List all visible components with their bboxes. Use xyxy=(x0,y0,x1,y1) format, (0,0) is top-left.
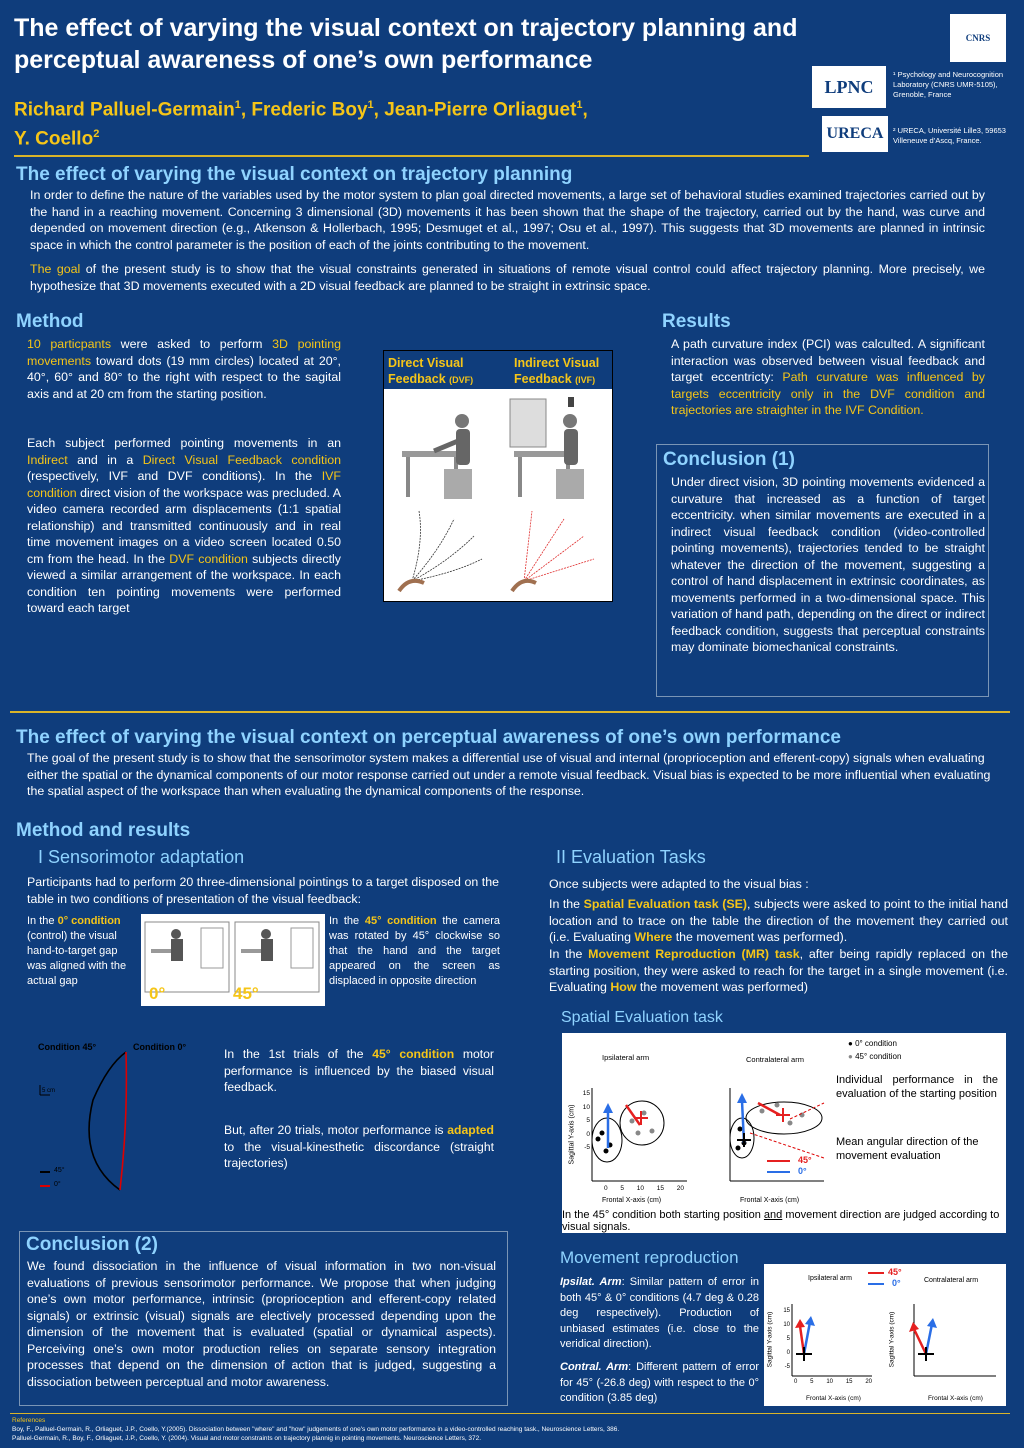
mr-xlabel: Frontal X-axis (cm) xyxy=(806,1395,861,1402)
mr-panel-contra-title: Contralateral arm xyxy=(924,1277,979,1284)
se-ylabel: Sagittal Y-axis (cm) xyxy=(568,1104,576,1165)
se-heading: Spatial Evaluation task xyxy=(561,1009,723,1026)
mr-ylabel-2: Sagittal Y-axis (cm) xyxy=(888,1311,896,1368)
ivf-label: Indirect Visual Feedback (IVF) xyxy=(514,356,600,386)
method-paragraph-1: 10 particpants were asked to perform 3D pointing movements toward dots (19 mm circles) located at 20°, 40°, 60° and 80° to the right with respect to the sagital axis and at 20 cm from the starting position. xyxy=(27,337,341,401)
traj-legend-0: 0° xyxy=(54,1181,61,1188)
adaptation-heading: I Sensorimotor adaptation xyxy=(38,847,245,867)
fig-0-label: 0° xyxy=(149,984,166,1003)
se-legend-0: 0° xyxy=(798,1166,807,1176)
setup-drawing xyxy=(384,351,612,601)
conclusion-1-heading: Conclusion (1) xyxy=(663,449,795,470)
author-2: Frederic Boy xyxy=(251,99,368,121)
mr-ipsi-text: Ipsilat. Arm: Similar pattern of error in both 45° & 0° conditions (4.7 deg & 0.28 deg respectively). Production of unbiased estimates (i.e. close to the veridical direction). xyxy=(560,1276,760,1350)
trajectory-plot xyxy=(38,1040,208,1198)
se-legend-45: 45° xyxy=(798,1155,812,1165)
author-3: Jean-Pierre Orliaguet xyxy=(384,99,577,121)
author-1: Richard Palluel-Germain xyxy=(14,99,235,121)
traj-legend-45: 45° xyxy=(54,1167,65,1174)
reference-2: Palluel-Germain, R., Boy, F., Orliaguet, J.P., Coello, Y. (2004). Visual and motor constraints on trajectory plannig in pointing movements. Neuroscience Letters, 372. xyxy=(12,1435,482,1442)
affiliation-2: ² URECA, Université Lille3, 59653 Villeneuve d’Ascq, France. xyxy=(893,126,1006,145)
se-panel-contra-title: Contralateral arm xyxy=(746,1055,804,1064)
traj-scale: 5 cm xyxy=(42,1088,56,1094)
se-xlabel: Frontal X-axis (cm) xyxy=(602,1197,662,1204)
mr-xlabel-2: Frontal X-axis (cm) xyxy=(928,1395,983,1402)
refs-rule xyxy=(10,1413,1010,1414)
condition-0-text: In the 0° condition (control) the visual hand-to-target gap was aligned with the actual gap xyxy=(27,915,127,987)
adaptation-intro: Participants had to perform 20 three-dimensional pointings to a target disposed on the table in two conditions of presentation of the visual feedback: xyxy=(27,875,499,906)
header-rule xyxy=(14,155,809,157)
mr-panel-ipsi-title: Ipsilateral arm xyxy=(808,1275,852,1282)
traj-label-45: Condition 45° xyxy=(38,1042,97,1052)
trajectory-figure xyxy=(38,1040,208,1198)
part1-goal: The goal of the present study is to show that the visual constraints generated in situations of remote visual control could affect trajectory planning. More precisely, we hypothesize that 3D movements executed with a 2D visual feedback are planned to be straight in extrinsic space. xyxy=(30,262,985,293)
author-list: Richard Palluel-Germain$^1$, Frederic Boy$^1$, Jean-Pierre Orliaguet$^1$, Y. Coello$^2$ xyxy=(14,99,588,150)
cnrs-logo: CNRS xyxy=(950,14,1006,62)
adaptation-figure xyxy=(141,914,325,1006)
mr-ylabel: Sagittal Y-axis (cm) xyxy=(766,1311,774,1368)
se-chart xyxy=(562,1033,826,1209)
ureca-logo: URECA xyxy=(820,114,890,154)
dvf-label: Direct Visual Feedback (DVF) xyxy=(388,356,474,386)
results-text: A path curvature index (PCI) was calculted. A significant interaction was observed between visual feedback and target eccentricty: Path curvature was influenced by targets eccentricity only in the DVF condition and trajectories are straighter in the IVF Condition. xyxy=(671,337,985,417)
conclusion-1-text: Under direct vision, 3D pointing movements evidenced a curvature that increased as a function of target eccentricity. when similar movements are executed in a indirect visual feedback condition (video-controlled pointing movements), trajectories tended to be straight whatever the direction of the movement, suggesting a control of hand displacement in extrinsic coordinates, as movements performed in a two-dimensional space. This variation of hand path, depending on the direct or indirect feedback condition, suggests that perceptual constraints may dominate biomechanical constraints. xyxy=(671,475,985,654)
results-heading: Results xyxy=(662,311,731,332)
mr-chart xyxy=(764,1264,1006,1406)
se-caption: In the 45° condition both starting position and movement direction are judged according to visual signals. xyxy=(562,1209,1006,1233)
mr-legend-0: 0° xyxy=(892,1278,901,1288)
evaluation-se-text: In the Spatial Evaluation task (SE), subjects were asked to point to the initial hand location and to trace on the table the direction of the movement they carried out (i.e. Evaluating Where the movement was performed). xyxy=(549,897,1008,944)
fig-45-label: 45° xyxy=(233,984,259,1003)
feedback-conditions-figure xyxy=(383,350,613,602)
evaluation-intro: Once subjects were adapted to the visual bias : xyxy=(549,877,809,891)
part1-intro: In order to define the nature of the variables used by the motor system to plan goal directed movements, a large set of behavioral studies examined trajectories carried out by the hand in a reaching movement. Concerning 3 dimensional (3D) movements it has been shown that the shape of the trajectory, carried out by the hand, was curve and depended on movement direction (e.g., Atkenson & Hollerbach, 1995; Desmuget et al., 1997; Osu et al., 1997). This suggests that 3D movements are planned in intrinsic space in which the control parameter is the position of each of the joints contributing to the movement. xyxy=(30,188,985,252)
part1-heading: The effect of varying the visual context on trajectory planning xyxy=(16,164,573,185)
section-divider xyxy=(10,711,1010,713)
method-results-heading: Method and results xyxy=(16,820,191,841)
adaptation-result-1: In the 1st trials of the 45° condition motor performance is influenced by the biased visual feedback. xyxy=(224,1047,494,1094)
se-legend-0cond: ● 0° condition xyxy=(848,1039,897,1048)
se-notes-box xyxy=(826,1033,1006,1209)
references xyxy=(12,1416,1012,1443)
part2-intro: The goal of the present study is to show that the sensorimotor system makes a differential use of visual and internal (proprioception and efferent-copy) signals when evaluating either the spatial or the dynamical components of our motor response carried out under a remote visual feedback. Visual bias is expected to be more influential when evaluating the spatial aspect of the workspace than when evaluating the dynamical components of the response. xyxy=(27,751,991,798)
mr-heading: Movement reproduction xyxy=(560,1248,739,1267)
reference-1: Boy, F., Palluel-Germain, R., Orliaguet, J.P., Coello, Y.(2005). Dissociation between "where" and "how" judgements of one's own motor performance in a video-controlled reaching task., Neuroscience Letters, 386. xyxy=(12,1426,620,1433)
conclusion-2-box xyxy=(19,1231,508,1406)
part2-heading: The effect of varying the visual context on perceptual awareness of one’s own performance xyxy=(16,727,841,748)
adaptation-result-2: But, after 20 trials, motor performance is adapted to the visual-kinesthetic discordance (straight trajectories) xyxy=(224,1123,494,1170)
mr-legend-45: 45° xyxy=(888,1267,902,1277)
conclusion-2-text: We found dissociation in the influence of visual information in two non-visual evaluations of previous sensorimotor performance. We propose that when judging one’s own motor performance, intrinsic (proprioception and efferent-copy related signals) or extrinsic (visual) signals are electively processed depending upon the dimension of the movement that is evaluated (spatial or dynamical aspects). Perceiving one’s own motor production relies on separate sensory integration processes that depend on the dimension of action that is judged, suggesting a dissociation between perceptual and motor awareness. xyxy=(27,1259,496,1389)
mr-contra-text: Contral. Arm: Different pattern of error for 45° (-26.8 deg) with respect to the 0° condition (3.85 deg) xyxy=(560,1361,759,1404)
se-note-position: Individual performance in the evaluation of the starting position xyxy=(836,1074,998,1100)
lpnc-logo: LPNC xyxy=(812,66,886,108)
method-paragraph-2: Each subject performed pointing movements in an Indirect and in a Direct Visual Feedback condition (respectively, IVF and DVF conditions). In the IVF condition direct vision of the workspace was precluded. A video camera recorded arm displacements (1:1 spatial relationship) and transmitted continuously and in real time movement images on a video screen located 0.50 cm from the head. In the DVF condition subjects directly viewed a similar arrangement of the workspace. In each condition ten pointing movements were performed toward each target xyxy=(27,436,341,615)
se-xlabel-2: Frontal X-axis (cm) xyxy=(740,1197,800,1204)
poster-title: The effect of varying the visual context on trajectory planning and perceptual awareness of one’s own performance xyxy=(14,14,798,74)
se-yticks: 15 10 5 0 -5 xyxy=(582,1090,590,1151)
references-heading: References xyxy=(12,1417,46,1424)
se-xticks: 0 5 10 15 20 xyxy=(604,1185,684,1192)
conclusion-1-box xyxy=(656,444,989,697)
affiliation-1: ¹ Psychology and Neurocognition Laboratory (CNRS UMR-5105), Grenoble, France xyxy=(893,70,1004,99)
traj-label-0: Condition 0° xyxy=(133,1042,187,1052)
mr-xticks: 0 5 10 15 20 xyxy=(794,1379,872,1385)
se-panel-ipsi-title: Ipsilateral arm xyxy=(602,1053,650,1062)
conclusion-2-heading: Conclusion (2) xyxy=(26,1234,158,1255)
author-4: Y. Coello xyxy=(14,128,94,150)
condition-45-text: In the 45° condition the camera was rotated by 45° clockwise so that the hand and the target appeared on the screen as displaced in opposite direction xyxy=(329,915,500,987)
se-legend-45cond: ● 45° condition xyxy=(848,1052,902,1061)
method-heading: Method xyxy=(16,311,84,332)
se-note-direction: Mean angular direction of the movement evaluation xyxy=(836,1136,979,1162)
evaluation-heading: II Evaluation Tasks xyxy=(556,847,706,867)
mr-yticks: 15 10 5 0 -5 xyxy=(783,1308,790,1370)
evaluation-mr-text: In the Movement Reproduction (MR) task, after being rapidly replaced on the starting position, they were asked to reach for the target in a single movement (i.e. Evaluating How the movement was performed) xyxy=(549,947,1008,994)
